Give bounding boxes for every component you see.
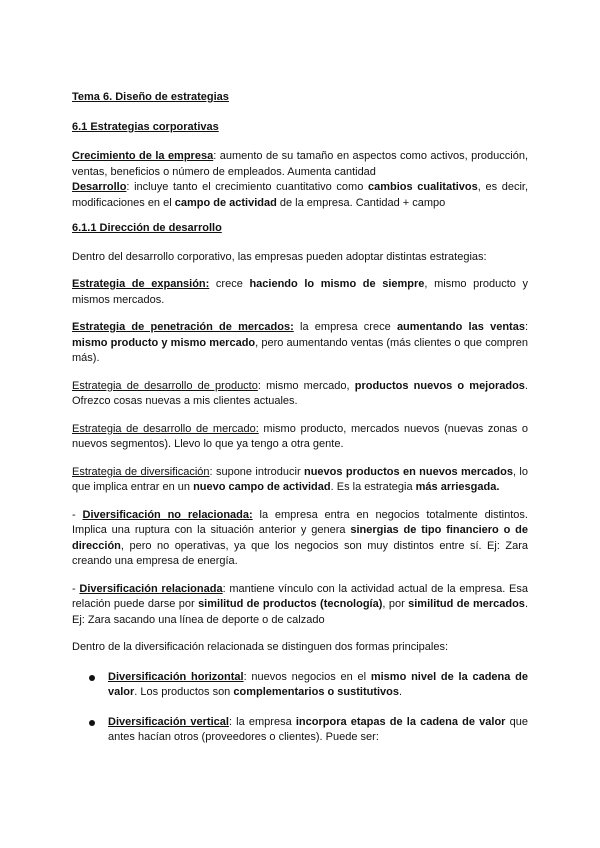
- bold-text: nuevo campo de actividad: [193, 481, 331, 493]
- text: : supone introducir: [209, 465, 304, 478]
- bold-text: campo de actividad: [174, 196, 277, 209]
- document-title: Tema 6. Diseño de estrategias: [72, 91, 229, 103]
- bullet-icon: [89, 675, 95, 681]
- text: la empresa crece: [293, 321, 397, 333]
- text: mismo producto, mercados nuevos (nuevas zonas o nuevos segmentos). Llevo lo que ya tengo a otra gente.: [72, 422, 528, 450]
- text: , por: [382, 598, 409, 610]
- term-penetracion: Estrategia de penetración de mercados:: [72, 321, 294, 333]
- text: : nuevos negocios en el: [243, 670, 371, 683]
- bullet-list: [72, 670, 528, 746]
- section-heading: 6.1 Estrategias corporativas: [72, 120, 219, 133]
- bold-text: similitud de productos (tecnología): [198, 598, 383, 610]
- term-expansion: Estrategia de expansión:: [72, 278, 210, 290]
- text: , lo que implica entrar en un: [72, 465, 528, 493]
- term-relacionada: Diversificación relacionada: [79, 582, 223, 595]
- text: . Ofrezco cosas nuevas a mis clientes actuales.: [72, 379, 528, 407]
- term-producto: Estrategia de desarrollo de producto: [72, 379, 258, 392]
- bold-text: aumentando las ventas: [396, 321, 525, 333]
- term-horizontal: Diversificación horizontal: [108, 670, 244, 683]
- text: . Los productos son: [134, 686, 234, 698]
- text: : mismo mercado,: [257, 379, 355, 392]
- text: crece: [209, 278, 250, 290]
- text: , es decir, modificaciones en el: [72, 181, 528, 209]
- text: , mismo producto y mismos mercados.: [72, 278, 528, 306]
- paragraph-expansion: [72, 277, 528, 308]
- paragraph-intro: Dentro del desarrollo corporativo, las empresas pueden adoptar distintas estrategias:: [72, 250, 487, 263]
- text: que antes hacían otros (proveedores o clientes). Puede ser:: [108, 715, 528, 743]
- text: :: [524, 321, 528, 333]
- term-no-relacionada: Diversificación no relacionada:: [82, 508, 253, 521]
- dash: -: [72, 582, 80, 595]
- paragraph-mercado: [72, 422, 528, 453]
- subsection-heading: 6.1.1 Dirección de desarrollo: [72, 222, 222, 234]
- paragraph-penetracion: [72, 320, 528, 367]
- paragraph-no-relacionada: [72, 508, 528, 570]
- bullet-icon: [89, 720, 95, 726]
- bold-text: mismo nivel de la cadena de valor: [108, 670, 529, 698]
- bold-text: sinergias de tipo financiero o de dirección: [72, 524, 528, 552]
- paragraph-desarrollo: [72, 180, 528, 211]
- term-mercado: Estrategia de desarrollo de mercado:: [72, 422, 259, 435]
- bold-text: cambios cualitativos: [367, 181, 478, 193]
- bold-text: similitud de mercados: [408, 598, 525, 610]
- term-crecimiento: Crecimiento de la empresa: [72, 150, 214, 162]
- text: : la empresa: [228, 715, 296, 728]
- text: . Ej: Zara sacando una línea de deporte o de calzado: [72, 598, 528, 626]
- paragraph-formas-intro: Dentro de la diversificación relacionada se distinguen dos formas principales:: [72, 641, 449, 653]
- term-desarrollo: Desarrollo: [72, 181, 127, 193]
- document-body: [72, 90, 528, 760]
- paragraph-diversificacion: [72, 465, 528, 496]
- text: : aumento de su tamaño en aspectos como activos, producción, ventas, beneficios o número de empleados. Aumenta cantidad: [72, 150, 528, 178]
- text: la empresa entra en negocios totalmente distintos. Implica una ruptura con la situación anterior y genera: [72, 508, 528, 536]
- bold-text: nuevos productos en nuevos mercados: [303, 465, 513, 478]
- bold-text: más arriesgada.: [415, 481, 500, 493]
- text: , pero aumentando ventas (más clientes o que compren más).: [72, 336, 528, 364]
- bold-text: haciendo lo mismo de siempre: [249, 278, 425, 290]
- bold-text: incorpora etapas de la cadena de valor: [295, 715, 506, 728]
- text: . Es la estrategia: [330, 481, 416, 493]
- bold-text: mismo producto y mismo mercado: [72, 336, 256, 349]
- dash: -: [72, 508, 83, 521]
- term-vertical: Diversificación vertical: [108, 715, 229, 728]
- paragraph-relacionada: [72, 582, 528, 629]
- text: : incluye tanto el crecimiento cuantitativo como: [126, 181, 368, 193]
- text: de la empresa. Cantidad + campo: [276, 196, 446, 209]
- text: , pero no operativas, ya que los negocios son muy distintos entre sí. Ej: Zara creando una empresa de energía.: [72, 539, 528, 567]
- list-item: [72, 670, 528, 701]
- bold-text: complementarios o sustitutivos: [233, 686, 400, 698]
- text: .: [399, 686, 403, 698]
- list-item: [72, 715, 528, 746]
- text: : mantiene vínculo con la actividad actual de la empresa. Esa relación puede darse por: [72, 582, 528, 610]
- paragraph-producto: [72, 379, 528, 410]
- paragraph-crecimiento: [72, 149, 528, 180]
- term-diversificacion: Estrategia de diversificación: [72, 465, 210, 478]
- bold-text: productos nuevos o mejorados: [354, 379, 525, 392]
